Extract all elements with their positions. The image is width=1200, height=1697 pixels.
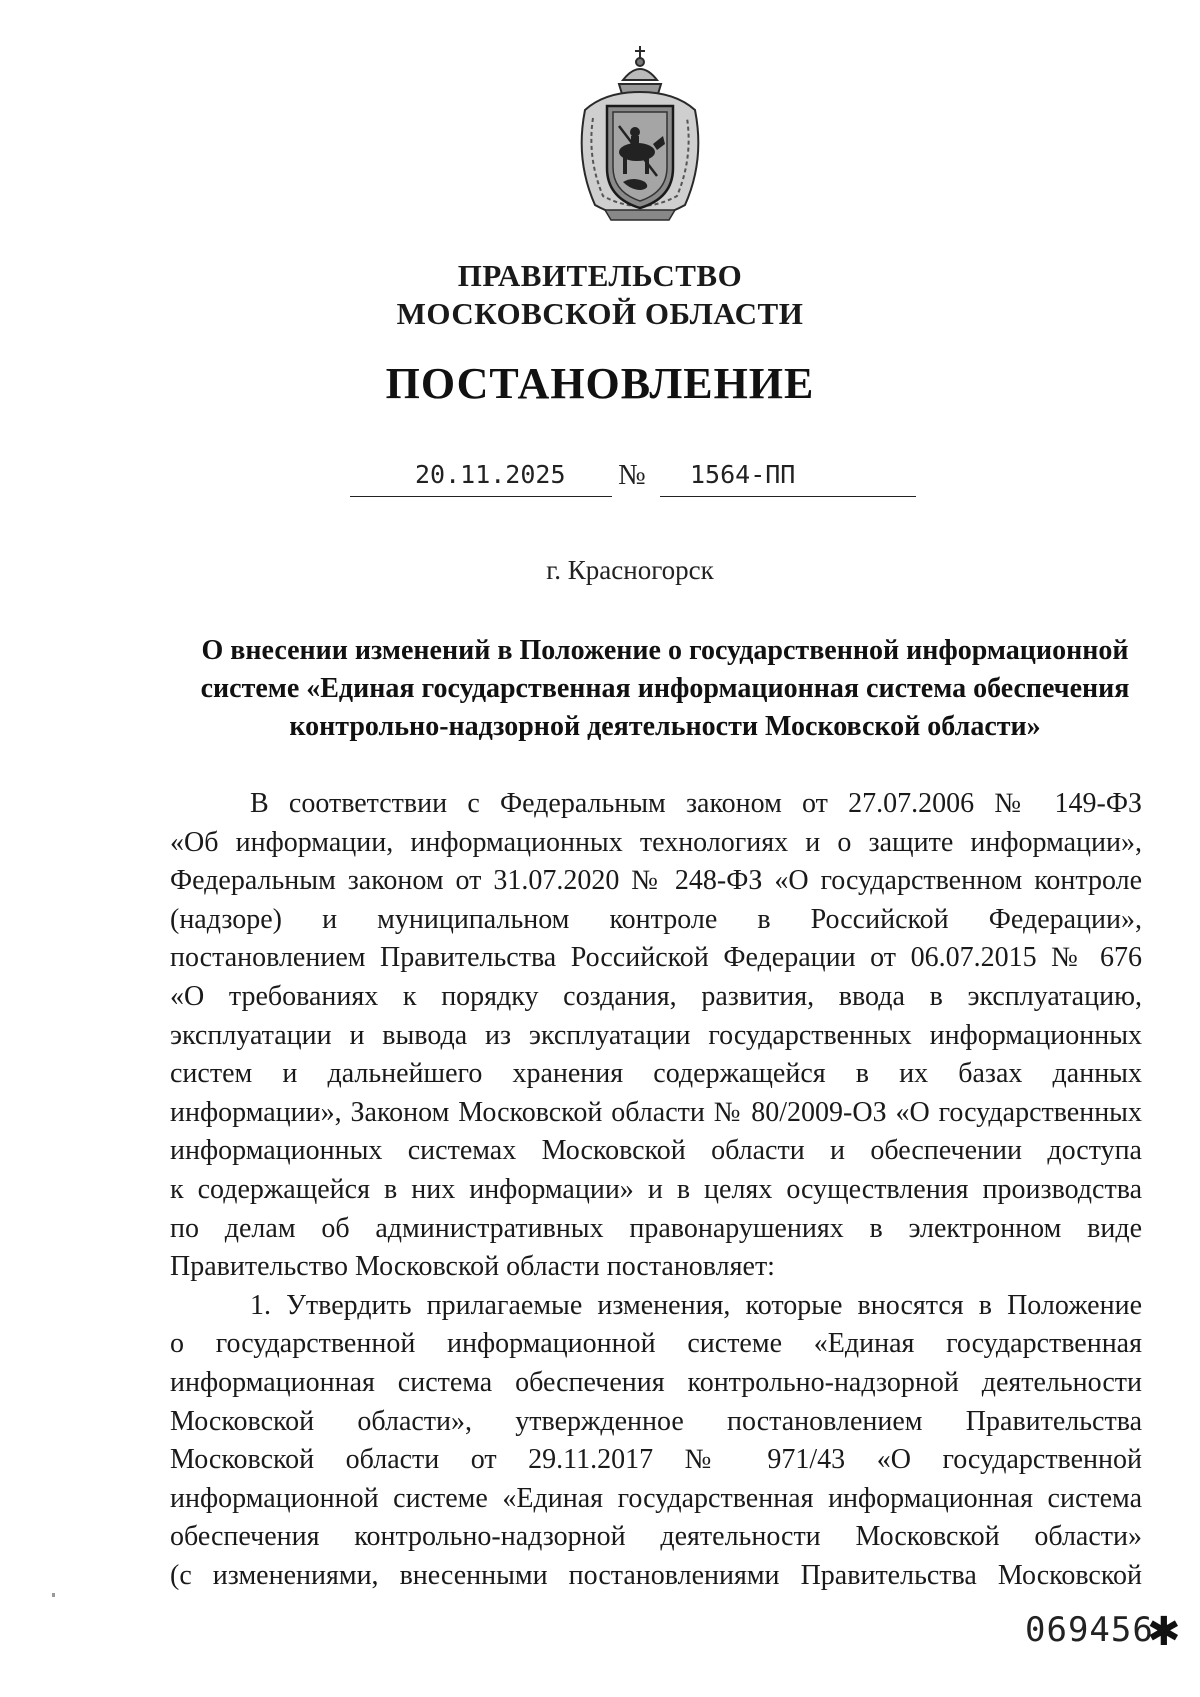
- title-line: О внесении изменений в Положение о государственной информационной: [201, 635, 1129, 666]
- body-line: информационной системе «Единая государственная информационная система: [170, 1482, 1142, 1514]
- coat-of-arms-icon: [565, 40, 715, 230]
- title-line: контрольно-надзорной деятельности Московской области»: [289, 711, 1041, 742]
- form-serial-number: 069456: [1025, 1610, 1154, 1650]
- body-line: информационных системах Московской области и обеспечении доступа: [170, 1135, 1142, 1167]
- body-line: обеспечения контрольно-надзорной деятельности Московской области»: [170, 1521, 1142, 1553]
- body-line: по делам об административных правонарушениях в электронном виде: [170, 1212, 1142, 1244]
- document-type-heading: ПОСТАНОВЛЕНИЕ: [385, 359, 815, 408]
- government-name-line1: ПРАВИТЕЛЬСТВО: [457, 258, 743, 293]
- body-line: Московской области от 29.11.2017 № 971/43 «О государственной: [170, 1444, 1142, 1476]
- body-line: (с изменениями, внесенными постановлениями Правительства Московской: [170, 1559, 1142, 1591]
- body-line: 1. Утвердить прилагаемые изменения, которые вносятся в Положение: [250, 1289, 1142, 1321]
- body-line: систем и дальнейшего хранения содержащейся в их базах данных: [170, 1058, 1142, 1090]
- number-underline: [660, 496, 916, 497]
- body-line: «Об информации, информационных технологиях и о защите информации»,: [170, 826, 1142, 858]
- document-date: 20.11.2025: [415, 460, 566, 489]
- body-line: информационная система обеспечения контрольно-надзорной деятельности: [170, 1366, 1142, 1398]
- body-line: Московской области», утвержденное постановлением Правительства: [170, 1405, 1142, 1437]
- title-line: системе «Единая государственная информационная система обеспечения: [200, 673, 1130, 704]
- body-line: постановлением Правительства Российской Федерации от 06.07.2015 № 676: [170, 942, 1142, 974]
- body-line: к содержащейся в них информации» и в целях осуществления производства: [170, 1173, 1142, 1205]
- body-line: В соответствии с Федеральным законом от 27.07.2006 № 149-ФЗ: [250, 788, 1142, 819]
- city-of-issue: г. Красногорск: [546, 555, 714, 585]
- date-underline: [350, 496, 612, 497]
- body-line: (надзоре) и муниципальном контроле в Российской Федерации»,: [170, 903, 1142, 935]
- document-body: [170, 785, 1142, 1595]
- body-line: информации», Законом Московской области № 80/2009-ОЗ «О государственных: [170, 1096, 1142, 1128]
- body-line: эксплуатации и вывода из эксплуатации государственных информационных: [170, 1019, 1142, 1051]
- scan-speck: [52, 1593, 55, 1597]
- document-title: [190, 632, 1140, 746]
- body-line: Федеральным законом от 31.07.2020 № 248-ФЗ «О государственном контроле: [170, 865, 1142, 897]
- body-line: «О требованиях к порядку создания, развития, ввода в эксплуатацию,: [170, 980, 1142, 1012]
- number-sign: №: [618, 459, 646, 491]
- document-number: 1564-ПП: [690, 460, 796, 489]
- government-name-line2: МОСКОВСКОЙ ОБЛАСТИ: [396, 296, 804, 331]
- body-line: Правительство Московской области постановляет:: [170, 1251, 775, 1283]
- body-line: о государственной информационной системе «Единая государственная: [170, 1328, 1142, 1360]
- asterisk-mark-icon: ✱: [1147, 1609, 1181, 1655]
